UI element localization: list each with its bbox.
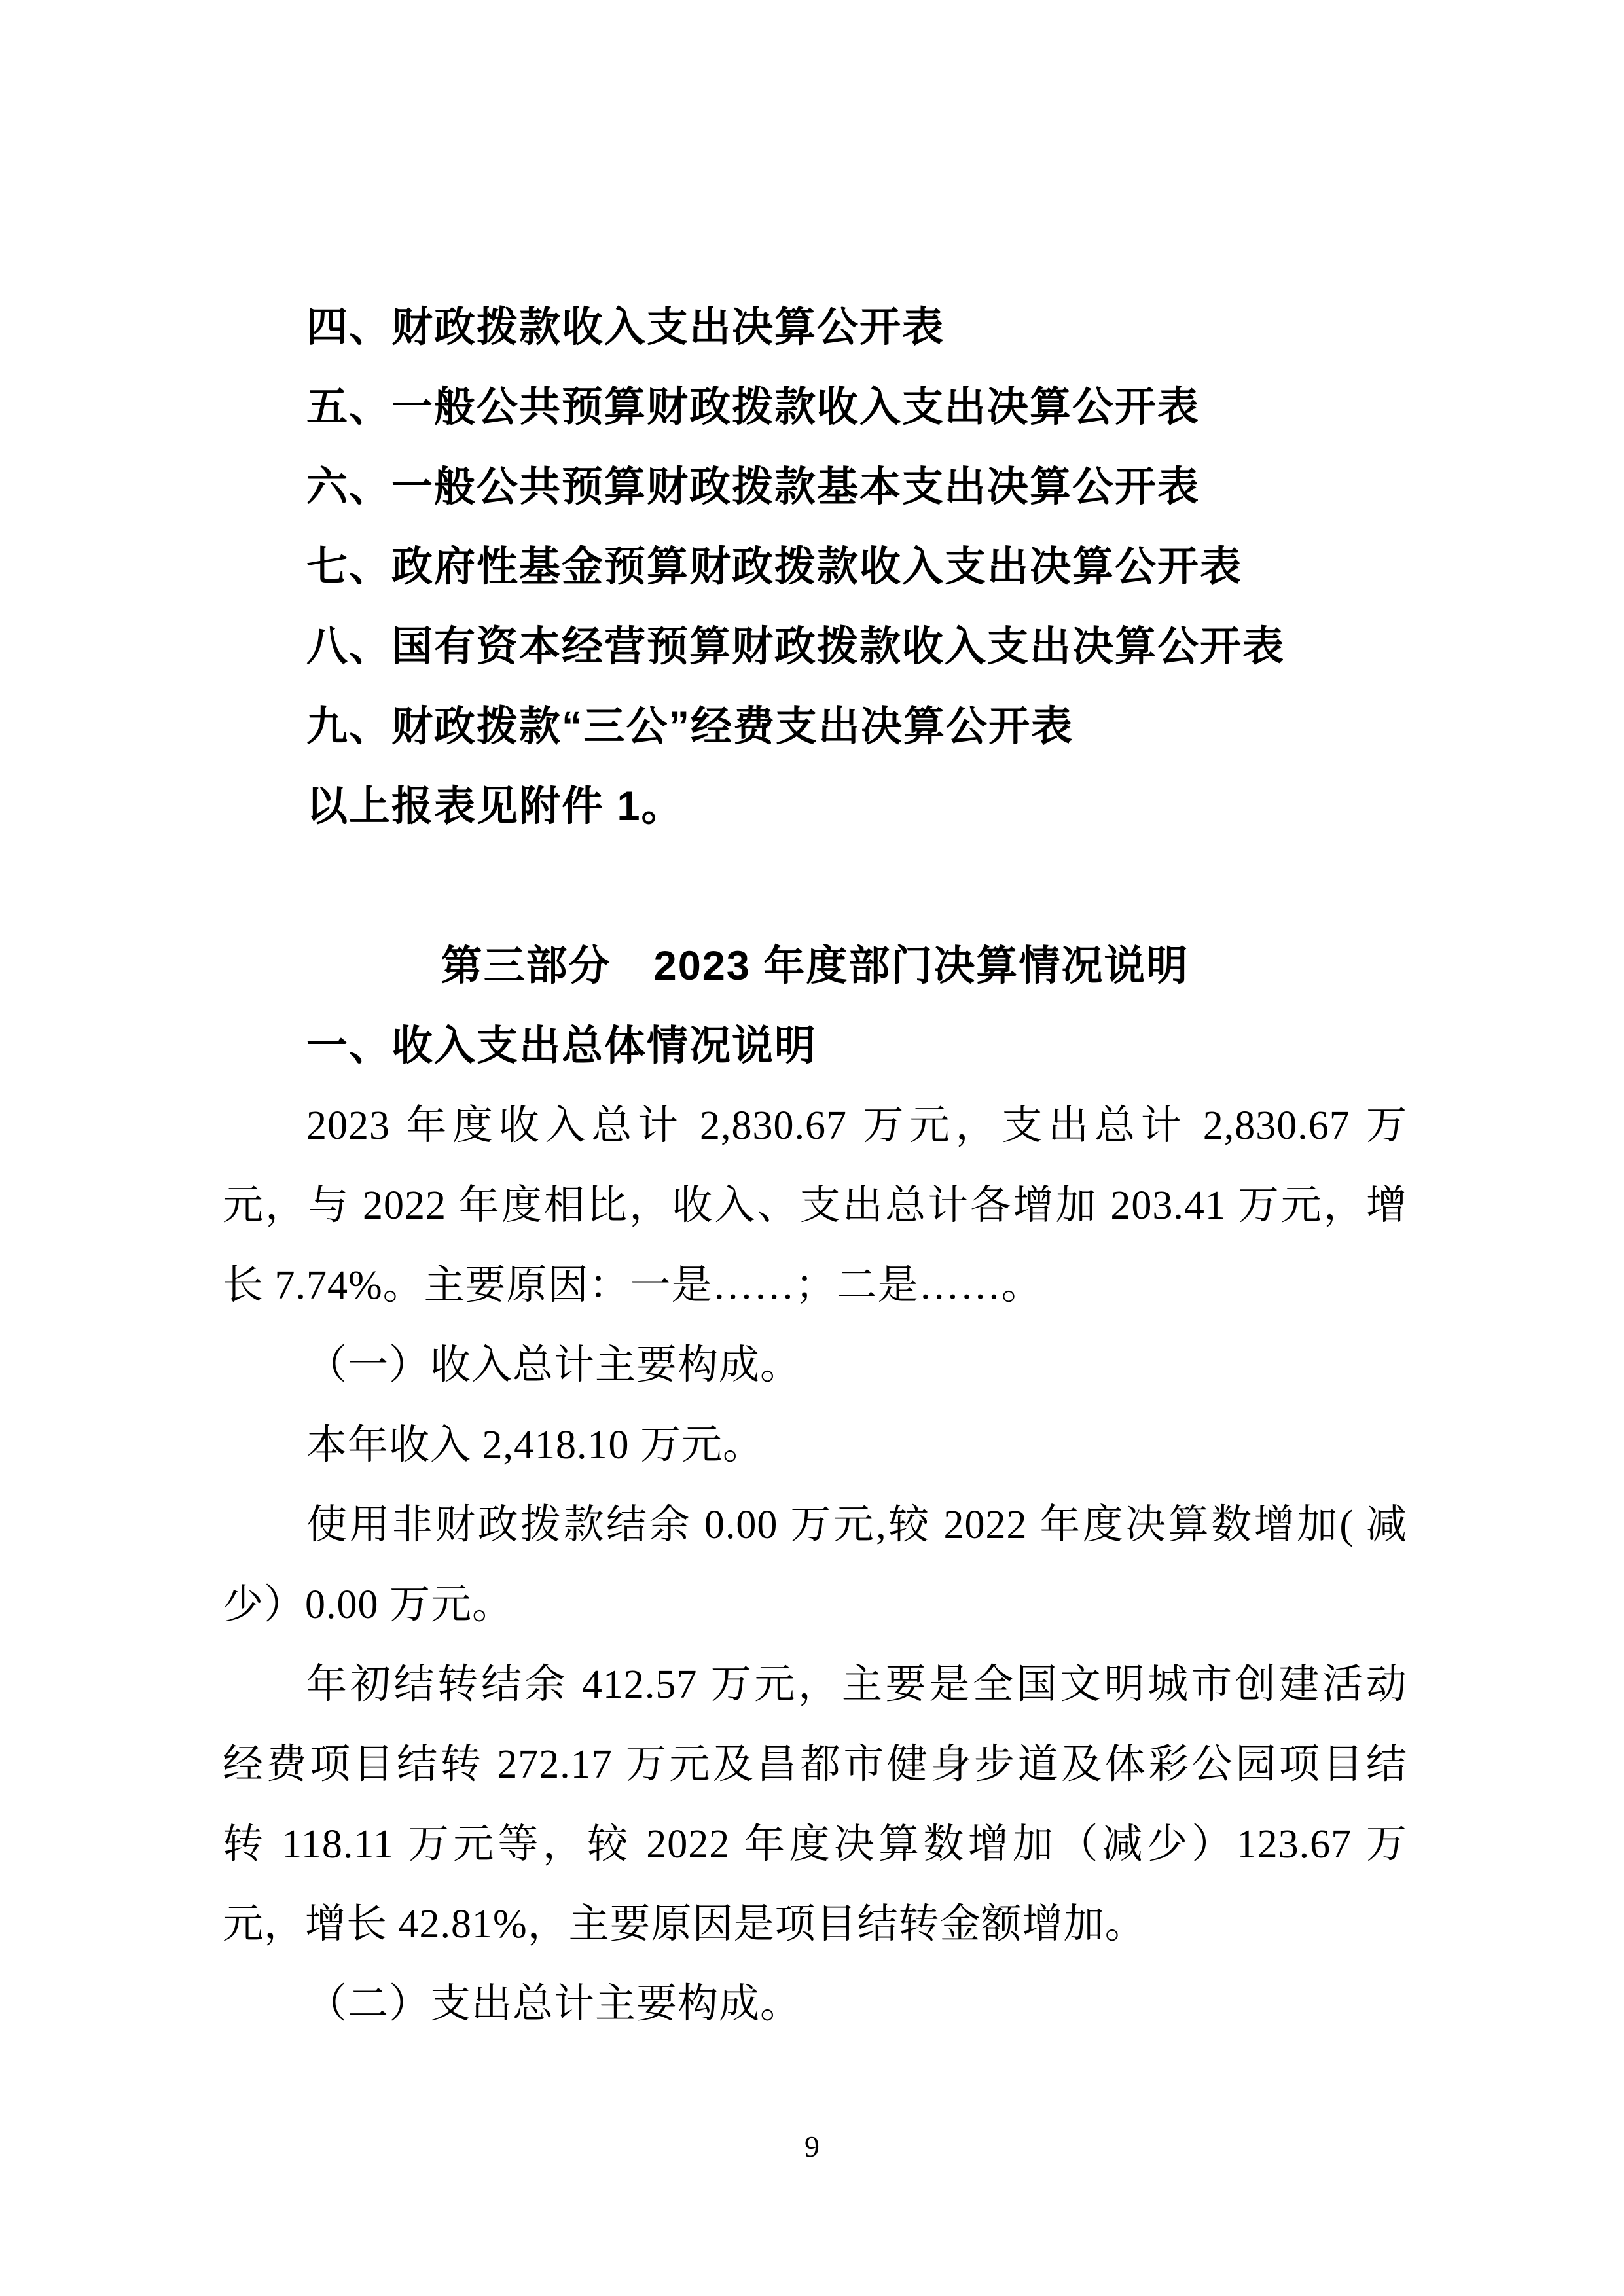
toc-item-5: 五、一般公共预算财政拨款收入支出决算公开表 (306, 384, 1200, 430)
toc-item-6: 六、一般公共预算财政拨款基本支出决算公开表 (306, 464, 1200, 510)
attachment-note: 以上报表见附件 1。 (306, 783, 684, 829)
toc-item-8: 八、国有资本经营预算财政拨款收入支出决算公开表 (306, 624, 1285, 670)
page-number: 9 (804, 2130, 820, 2163)
para2-line1: 本年收入 2,418.10 万元。 (306, 1423, 765, 1467)
para4-line2: 经费项目结转 272.17 万元及昌都市健身步道及体彩公园项目结 (223, 1742, 1407, 1787)
para1-line1: 2023 年度收入总计 2,830.67 万元，支出总计 2,830.67 万 (306, 1103, 1407, 1148)
section1-heading: 一、收入支出总体情况说明 (306, 1023, 817, 1069)
blank-line (223, 846, 1407, 926)
para4-line1: 年初结转结余 412.57 万元，主要是全国文明城市创建活动 (306, 1662, 1407, 1707)
para3-line2: 少）0.00 万元。 (223, 1583, 514, 1627)
para1-line3: 长 7.74%。主要原因：一是……；二是……。 (223, 1263, 1043, 1308)
document-content (223, 287, 1407, 2044)
para3-line1: 使用非财政拨款结余 0.00 万元,较 2022 年度决算数增加( 减 (306, 1503, 1407, 1547)
subsection2-heading: （二）支出总计主要构成。 (306, 1982, 802, 2026)
para4-line4: 元，增长 42.81%，主要原因是项目结转金额增加。 (223, 1902, 1146, 1946)
toc-item-4: 四、财政拨款收入支出决算公开表 (306, 304, 945, 350)
subsection1-heading: （一）收入总计主要构成。 (306, 1343, 802, 1388)
para4-line3: 转 118.11 万元等，较 2022 年度决算数增加（减少）123.67 万 (223, 1822, 1407, 1867)
part3-heading: 第三部分 2023 年度部门决算情况说明 (441, 943, 1189, 989)
toc-item-7: 七、政府性基金预算财政拨款收入支出决算公开表 (306, 544, 1242, 590)
toc-item-9: 九、财政拨款“三公”经费支出决算公开表 (306, 704, 1074, 749)
para1-line2: 元，与 2022 年度相比，收入、支出总计各增加 203.41 万元，增 (223, 1183, 1407, 1228)
